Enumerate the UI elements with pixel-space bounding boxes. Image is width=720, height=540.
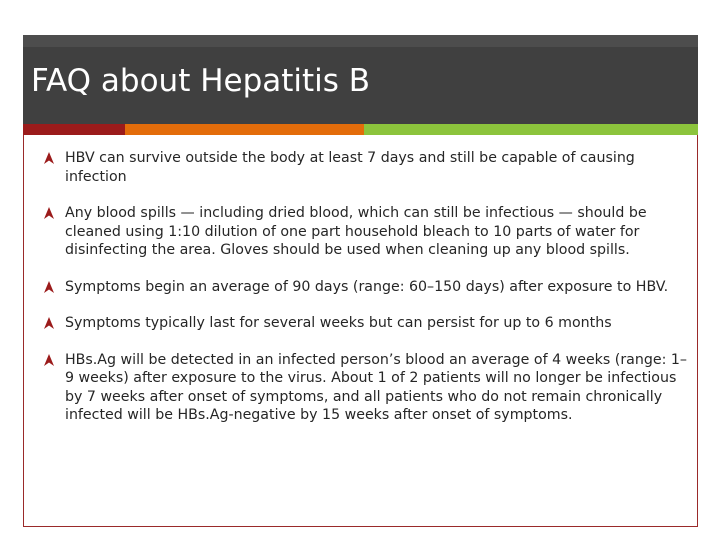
arrow-bullet-icon: [43, 280, 55, 294]
bullet-text: Symptoms begin an average of 90 days (range: 60–150 days) after exposure to HBV.: [65, 278, 669, 295]
bullet-text: HBV can survive outside the body at least 7 days and still be capable of causing infection: [65, 150, 635, 185]
arrow-bullet-icon: [43, 206, 55, 220]
arrow-bullet-icon: [43, 151, 55, 165]
accent-strip-red: [23, 124, 125, 135]
bullet-text: Any blood spills — including dried blood, which can still be infectious — should be cleaned using 1:10 dilution of one part household bleach to 10 parts of water for disinfecting the area. Gloves should be used when cleaning up any blood spills.: [65, 205, 647, 258]
bullet-text: Symptoms typically last for several weeks but can persist for up to 6 months: [65, 315, 612, 331]
accent-strip-orange: [125, 124, 364, 135]
list-item: [43, 314, 693, 333]
list-item: [43, 204, 693, 260]
bullet-text: HBs.Ag will be detected in an infected person’s blood an average of 4 weeks (range: 1–9 weeks) after exposure to the virus. About 1 of 2 patients will no longer be infectious by 7 weeks after onset of symptoms, and all patients who do not remain chronically infected will be HBs.Ag-negative by 15 weeks after onset of symptoms.: [65, 351, 687, 423]
accent-strip-green: [364, 124, 698, 135]
accent-strip: [23, 124, 698, 135]
bullet-list: [43, 149, 693, 443]
list-item: [43, 278, 693, 297]
list-item: [43, 351, 693, 425]
list-item: [43, 149, 693, 186]
arrow-bullet-icon: [43, 353, 55, 367]
slide-title: FAQ about Hepatitis B: [31, 63, 371, 99]
arrow-bullet-icon: [43, 316, 55, 330]
